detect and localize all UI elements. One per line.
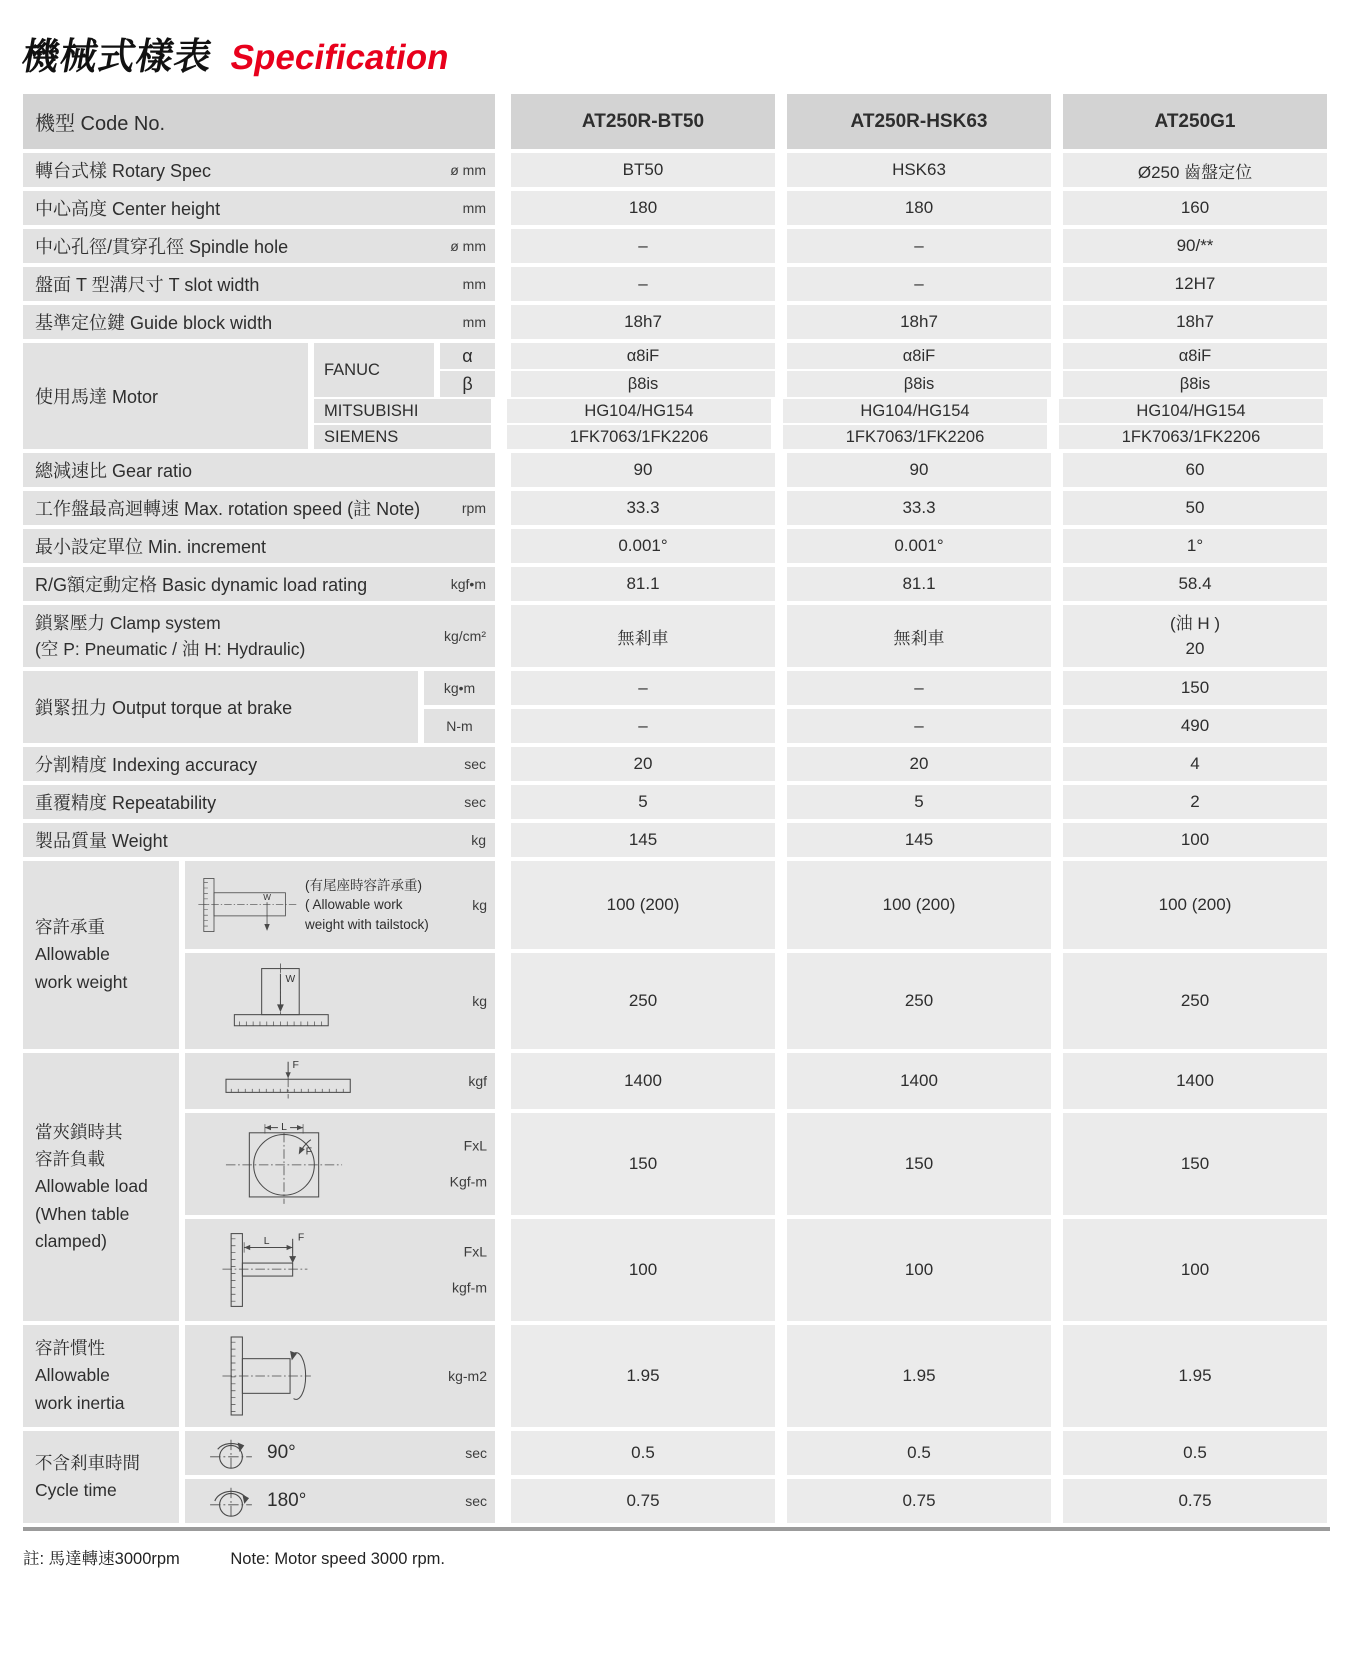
value-cell: 250 — [787, 953, 1051, 1049]
value-cell: β8is — [787, 371, 1051, 397]
value-cell: – — [787, 267, 1051, 301]
value-cell: 90 — [787, 453, 1051, 487]
value-cell: HG104/HG154 — [1059, 399, 1323, 423]
value-cell: 1FK7063/1FK2206 — [1059, 425, 1323, 449]
value-cell: 150 — [787, 1113, 1051, 1215]
value-cell: 1° — [1063, 529, 1327, 563]
value-cell: – — [511, 267, 775, 301]
row-group-motor — [23, 343, 1330, 449]
value-cell: 0.001° — [511, 529, 775, 563]
row-basic-dynamic-load-rating — [23, 567, 1330, 601]
value-cell: – — [511, 709, 775, 743]
value-cell: 1.95 — [787, 1325, 1051, 1427]
value-cell: 150 — [511, 1113, 775, 1215]
motor-mitsubishi-row — [314, 399, 1330, 423]
row-repeatability — [23, 785, 1330, 819]
value-cell: 5 — [787, 785, 1051, 819]
value-cell: 81.1 — [511, 567, 775, 601]
row-t-slot-width — [23, 267, 1330, 301]
footnote-zh: 註: 馬達轉速3000rpm — [23, 1550, 180, 1568]
torque-kgm-row — [424, 671, 1330, 705]
value-cell: 1400 — [511, 1053, 775, 1109]
row-unit: mm — [462, 276, 486, 292]
row-unit: FxL Kgf-m — [449, 1137, 487, 1190]
motor-label-cell: 使用馬達 Motor — [23, 343, 308, 449]
svg-text:F: F — [297, 1232, 305, 1244]
rotate-90-icon — [207, 1434, 255, 1472]
value-cell: HG104/HG154 — [507, 399, 771, 423]
header-code-no-label: 機型 Code No. — [35, 113, 166, 135]
value-cell: BT50 — [511, 153, 775, 187]
row-group-allowable-work-inertia — [23, 1325, 1330, 1427]
footnote-en: Note: Motor speed 3000 rpm. — [230, 1550, 446, 1568]
page-title — [18, 26, 1330, 78]
row-group-output-torque — [23, 671, 1330, 743]
work-weight-tailstock-row — [185, 861, 1330, 949]
row-unit: kg•m — [424, 671, 495, 705]
header-model-2: AT250R-HSK63 — [787, 94, 1051, 149]
svg-text:F: F — [292, 1058, 299, 1071]
rotate-180-icon — [207, 1482, 255, 1520]
motor-fanuc-beta-row — [440, 371, 1330, 397]
value-cell: 250 — [511, 953, 775, 1049]
row-label: 鎖緊壓力 Clamp system (空 P: Pneumatic / 油 H: Hydraulic) — [35, 612, 306, 659]
value-cell: 180 — [511, 191, 775, 225]
motor-brand-siemens: SIEMENS — [314, 425, 491, 449]
value-cell: 160 — [1063, 191, 1327, 225]
row-label: 基準定位鍵 Guide block width — [35, 313, 273, 333]
value-cell: 90/** — [1063, 229, 1327, 263]
row-max-rotation-speed — [23, 491, 1330, 525]
row-unit: kg-m2 — [448, 1367, 487, 1384]
value-cell: 1FK7063/1FK2206 — [783, 425, 1047, 449]
row-unit: FxL kgf-m — [452, 1243, 487, 1296]
value-cell: 150 — [1063, 1113, 1327, 1215]
value-cell: 12H7 — [1063, 267, 1327, 301]
value-cell: 0.75 — [787, 1479, 1051, 1523]
row-unit: kg — [472, 992, 487, 1009]
footnote — [23, 1545, 1330, 1569]
tailstock-note: (有尾座時容許承重) ( Allowable work weight with tailstock) — [305, 877, 429, 932]
value-cell: α8iF — [1063, 343, 1327, 369]
row-unit: kg — [472, 896, 487, 913]
value-cell: 20 — [511, 747, 775, 781]
tailstock-weight-diagram — [197, 870, 299, 940]
value-cell: 20 — [787, 747, 1051, 781]
value-cell: 145 — [787, 823, 1051, 857]
value-cell: 1FK7063/1FK2206 — [507, 425, 771, 449]
value-cell: 18h7 — [511, 305, 775, 339]
value-cell: 0.75 — [511, 1479, 775, 1523]
motor-fanuc-block — [314, 343, 1330, 397]
value-cell: β8is — [511, 371, 775, 397]
row-label: 分割精度 Indexing accuracy — [35, 755, 258, 775]
row-unit: sec — [465, 1444, 487, 1461]
row-center-height — [23, 191, 1330, 225]
cycle-angle: 180° — [267, 1490, 307, 1511]
svg-text:F: F — [305, 1146, 313, 1158]
svg-text:W: W — [285, 974, 296, 986]
row-guide-block-width — [23, 305, 1330, 339]
motor-siemens-row — [314, 425, 1330, 449]
value-cell: – — [511, 671, 775, 705]
group-label: 容許慣性 Allowable work inertia — [35, 1338, 125, 1413]
value-cell: 0.75 — [1063, 1479, 1327, 1523]
row-indexing-accuracy — [23, 747, 1330, 781]
page-title-en: Specification — [228, 38, 453, 77]
group-label: 容許承重 Allowable work weight — [35, 917, 128, 992]
row-spindle-hole — [23, 229, 1330, 263]
work-inertia-row — [185, 1325, 1330, 1427]
row-label: 盤面 T 型溝尺寸 T slot width — [35, 275, 260, 295]
value-cell: 1400 — [787, 1053, 1051, 1109]
row-label: 工作盤最高迴轉速 Max. rotation speed (註 Note) — [35, 499, 421, 519]
load-overhang-row — [185, 1219, 1330, 1321]
row-group-allowable-work-weight — [23, 861, 1330, 1049]
row-label: R/G額定動定格 Basic dynamic load rating — [35, 575, 368, 595]
row-label: 總減速比 Gear ratio — [35, 461, 193, 481]
value-cell: 1.95 — [1063, 1325, 1327, 1427]
overhang-torque-side-view-diagram — [219, 1226, 349, 1314]
value-cell: 150 — [1063, 671, 1327, 705]
row-clamp-system — [23, 605, 1330, 667]
row-unit: kg/cm² — [444, 628, 486, 644]
table-header-row — [23, 94, 1330, 149]
motor-brand-fanuc: FANUC — [314, 343, 434, 397]
header-model-3: AT250G1 — [1063, 94, 1327, 149]
value-cell: α8iF — [511, 343, 775, 369]
value-cell: 1.95 — [511, 1325, 775, 1427]
row-unit: sec — [465, 1492, 487, 1509]
row-unit: ø mm — [450, 238, 486, 254]
row-unit: rpm — [461, 500, 486, 516]
value-cell: HSK63 — [787, 153, 1051, 187]
row-rotary-spec — [23, 153, 1330, 187]
row-unit: mm — [462, 314, 486, 330]
group-label: 當夾鎖時其 容許負載 Allowable load (When table clamped) — [35, 1122, 148, 1251]
work-weight-vertical-row — [185, 953, 1330, 1049]
value-cell: 58.4 — [1063, 567, 1327, 601]
value-cell: HG104/HG154 — [783, 399, 1047, 423]
load-radial-row — [185, 1113, 1330, 1215]
value-cell: 145 — [511, 823, 775, 857]
work-inertia-diagram — [219, 1332, 349, 1420]
value-cell: 90 — [511, 453, 775, 487]
value-cell: – — [787, 229, 1051, 263]
value-cell: – — [787, 671, 1051, 705]
value-cell: 50 — [1063, 491, 1327, 525]
page-title-zh: 機械式樣表 — [18, 36, 216, 77]
value-cell: 250 — [1063, 953, 1327, 1049]
row-unit: kgf — [468, 1072, 487, 1089]
value-cell: 100 — [511, 1219, 775, 1321]
value-cell: 33.3 — [511, 491, 775, 525]
value-cell: 4 — [1063, 747, 1327, 781]
clamp-hydraulic-value: (油 H ) 20 — [1169, 613, 1221, 658]
value-cell: β8is — [1063, 371, 1327, 397]
row-label: 中心高度 Center height — [35, 199, 221, 219]
value-cell — [1063, 605, 1327, 667]
row-label: 轉台式樣 Rotary Spec — [35, 161, 212, 181]
motor-fanuc-alpha-row — [440, 343, 1330, 369]
value-cell: 180 — [787, 191, 1051, 225]
row-gear-ratio — [23, 453, 1330, 487]
value-cell: – — [511, 229, 775, 263]
motor-brand-mitsubishi: MITSUBISHI — [314, 399, 491, 423]
row-unit: ø mm — [450, 162, 486, 178]
header-code-no-cell — [23, 94, 495, 149]
value-cell: 5 — [511, 785, 775, 819]
value-cell: – — [787, 709, 1051, 743]
spec-table — [23, 94, 1330, 1531]
row-unit: kg — [471, 832, 486, 848]
group-label: 不含剎車時間 Cycle time — [35, 1452, 140, 1500]
row-label: 製品質量 Weight — [35, 831, 168, 851]
value-cell: 60 — [1063, 453, 1327, 487]
value-cell: 0.5 — [511, 1431, 775, 1475]
value-cell: 100 — [1063, 823, 1327, 857]
value-cell: 0.5 — [787, 1431, 1051, 1475]
row-min-increment — [23, 529, 1330, 563]
value-cell: 18h7 — [1063, 305, 1327, 339]
torque-nm-row — [424, 709, 1330, 743]
value-cell: 100 (200) — [1063, 861, 1327, 949]
row-unit: sec — [464, 756, 486, 772]
value-cell: 18h7 — [787, 305, 1051, 339]
radial-torque-top-view-diagram — [219, 1120, 349, 1208]
value-cell: 0.5 — [1063, 1431, 1327, 1475]
value-cell: 100 (200) — [787, 861, 1051, 949]
value-cell: 490 — [1063, 709, 1327, 743]
svg-text:W: W — [263, 893, 271, 903]
row-group-allowable-load — [23, 1053, 1330, 1321]
value-cell: 100 — [1063, 1219, 1327, 1321]
svg-text:L: L — [281, 1122, 287, 1134]
value-cell: 100 — [787, 1219, 1051, 1321]
cycle-90-row — [185, 1431, 1330, 1475]
vertical-work-weight-diagram — [219, 961, 347, 1041]
svg-text:L: L — [263, 1236, 270, 1247]
row-label: 最小設定單位 Min. increment — [35, 537, 267, 557]
row-group-cycle-time — [23, 1431, 1330, 1523]
value-cell: 100 (200) — [511, 861, 775, 949]
header-model-1: AT250R-BT50 — [511, 94, 775, 149]
axial-force-diagram — [219, 1058, 359, 1104]
cycle-angle: 90° — [267, 1442, 296, 1463]
alpha-symbol: α — [440, 343, 495, 369]
row-label: 中心孔徑/貫穿孔徑 Spindle hole — [35, 237, 289, 257]
value-cell: 81.1 — [787, 567, 1051, 601]
value-cell: 無剎車 — [787, 605, 1051, 667]
cycle-180-row — [185, 1479, 1330, 1523]
row-unit: N-m — [424, 709, 495, 743]
value-cell: 無剎車 — [511, 605, 775, 667]
load-axial-row — [185, 1053, 1330, 1109]
row-weight — [23, 823, 1330, 857]
value-cell: Ø250 齒盤定位 — [1063, 153, 1327, 187]
torque-label-cell: 鎖緊扭力 Output torque at brake — [23, 671, 418, 743]
value-cell: 33.3 — [787, 491, 1051, 525]
row-label: 重覆精度 Repeatability — [35, 793, 217, 813]
row-unit: sec — [464, 794, 486, 810]
value-cell: 2 — [1063, 785, 1327, 819]
table-bottom-rule — [23, 1527, 1330, 1531]
value-cell: α8iF — [787, 343, 1051, 369]
value-cell: 0.001° — [787, 529, 1051, 563]
row-unit: mm — [462, 200, 486, 216]
row-unit: kgf•m — [450, 576, 486, 592]
beta-symbol: β — [440, 371, 495, 397]
value-cell: 1400 — [1063, 1053, 1327, 1109]
